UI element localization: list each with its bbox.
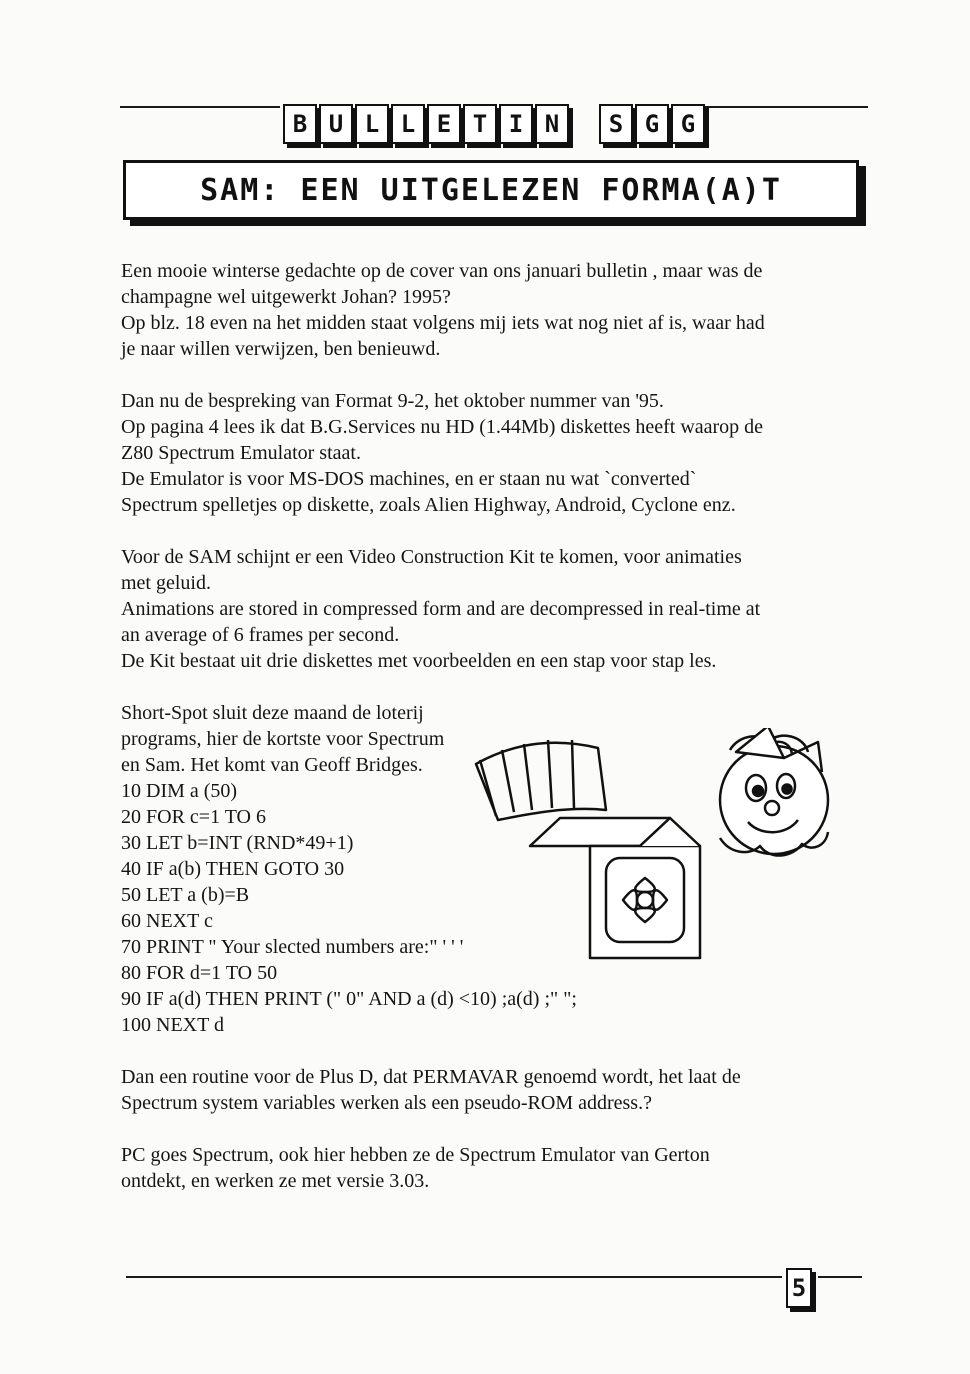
masthead-letter: I bbox=[499, 104, 533, 144]
masthead-letter: L bbox=[355, 104, 389, 144]
masthead-letter: N bbox=[535, 104, 569, 144]
masthead-letter: B bbox=[283, 104, 317, 144]
article-title-banner bbox=[123, 160, 859, 220]
code-line: 40 IF a(b) THEN GOTO 30 bbox=[121, 858, 345, 880]
masthead-letter: T bbox=[463, 104, 497, 144]
text-line: programs, hier de kortste voor Spectrum bbox=[121, 728, 445, 750]
text-line: Spectrum spelletjes op diskette, zoals Alien Highway, Android, Cyclone enz. bbox=[121, 494, 736, 516]
masthead bbox=[283, 104, 705, 148]
code-line: 60 NEXT c bbox=[121, 910, 213, 932]
text-line: Spectrum system variables werken als een pseudo-ROM address.? bbox=[121, 1092, 652, 1114]
masthead-rule-left bbox=[120, 106, 280, 108]
masthead-letter: U bbox=[319, 104, 353, 144]
code-line: 80 FOR d=1 TO 50 bbox=[121, 962, 278, 984]
text-line: je naar willen verwijzen, ben benieuwd. bbox=[121, 338, 441, 360]
masthead-letter: L bbox=[391, 104, 425, 144]
text-line: Een mooie winterse gedachte op de cover van ons januari bulletin , maar was de bbox=[121, 260, 763, 282]
text-line: an average of 6 frames per second. bbox=[121, 624, 400, 646]
code-line: 50 LET a (b)=B bbox=[121, 884, 250, 906]
clown-illustration bbox=[468, 728, 858, 968]
code-line: 20 FOR c=1 TO 6 bbox=[121, 806, 266, 828]
code-line: 90 IF a(d) THEN PRINT (" 0" AND a (d) <10) ;a(d) ;" "; bbox=[121, 988, 577, 1010]
footer-rule-right bbox=[818, 1276, 862, 1278]
code-line: 100 NEXT d bbox=[121, 1014, 224, 1036]
text-line: champagne wel uitgewerkt Johan? 1995? bbox=[121, 286, 451, 308]
text-line: met geluid. bbox=[121, 572, 211, 594]
code-line: 30 LET b=INT (RND*49+1) bbox=[121, 832, 354, 854]
text-line: PC goes Spectrum, ook hier hebben ze de Spectrum Emulator van Gerton bbox=[121, 1144, 710, 1166]
text-line: Z80 Spectrum Emulator staat. bbox=[121, 442, 361, 464]
text-line: ontdekt, en werken ze met versie 3.03. bbox=[121, 1170, 430, 1192]
masthead-letter: G bbox=[671, 104, 705, 144]
text-line: Dan nu de bespreking van Format 9-2, het oktober nummer van '95. bbox=[121, 390, 664, 412]
text-line: De Emulator is voor MS-DOS machines, en er staan nu wat `converted` bbox=[121, 468, 697, 490]
page-number: 5 bbox=[786, 1268, 812, 1308]
footer-rule bbox=[126, 1276, 782, 1278]
text-line: Short-Spot sluit deze maand de loterij bbox=[121, 702, 424, 724]
masthead-letter: S bbox=[599, 104, 633, 144]
text-line: Voor de SAM schijnt er een Video Construction Kit te komen, voor animaties bbox=[121, 546, 742, 568]
text-line: Op pagina 4 lees ik dat B.G.Services nu HD (1.44Mb) diskettes heeft waarop de bbox=[121, 416, 764, 438]
article-body bbox=[121, 258, 861, 1194]
text-line: en Sam. Het komt van Geoff Bridges. bbox=[121, 754, 423, 776]
text-line: Dan een routine voor de Plus D, dat PERMAVAR genoemd wordt, het laat de bbox=[121, 1066, 741, 1088]
code-line: 70 PRINT " Your slected numbers are:" ' ' ' bbox=[121, 936, 464, 958]
text-line: Animations are stored in compressed form and are decompressed in real-time at bbox=[121, 598, 761, 620]
code-line: 10 DIM a (50) bbox=[121, 780, 238, 802]
article-title: SAM: EEN UITGELEZEN FORMA(A)T bbox=[200, 172, 782, 208]
masthead-letter: E bbox=[427, 104, 461, 144]
text-line: Op blz. 18 even na het midden staat volgens mij iets wat nog niet af is, waar had bbox=[121, 312, 765, 334]
text-line: De Kit bestaat uit drie diskettes met voorbeelden en een stap voor stap les. bbox=[121, 650, 717, 672]
masthead-letter: G bbox=[635, 104, 669, 144]
